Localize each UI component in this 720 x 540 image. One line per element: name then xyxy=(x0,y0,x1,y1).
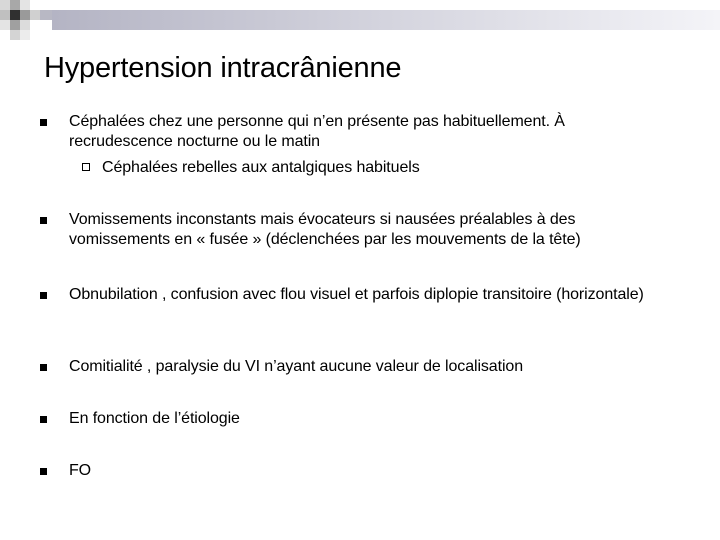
square-bullet-icon xyxy=(40,292,47,299)
square-bullet-icon xyxy=(40,217,47,224)
slide-title: Hypertension intracrânienne xyxy=(44,52,402,84)
square-bullet-icon xyxy=(40,364,47,371)
bullet-text: En fonction de l’étiologie xyxy=(69,410,240,427)
square-bullet-icon xyxy=(40,119,47,126)
bullet-text: Vomissements inconstants mais évocateurs si nausées préalables à des vomissements en « fusée » (déclenchées par les mouvements de la tête) xyxy=(69,211,581,248)
bullet-text: FO xyxy=(69,462,92,479)
sub-bullet-text: Céphalées rebelles aux antalgiques habituels xyxy=(102,159,420,176)
bullet-text: Comitialité , paralysie du VI n’ayant aucune valeur de localisation xyxy=(69,358,524,375)
square-bullet-icon xyxy=(40,468,47,475)
bullet-text: Céphalées chez une personne qui n’en présente pas habituellement. À recrudescence nocturne ou le matin xyxy=(69,113,565,150)
hollow-square-bullet-icon xyxy=(82,163,90,171)
bullet-text: Obnubilation , confusion avec flou visuel et parfois diplopie transitoire (horizontale) xyxy=(69,286,644,303)
square-bullet-icon xyxy=(40,416,47,423)
